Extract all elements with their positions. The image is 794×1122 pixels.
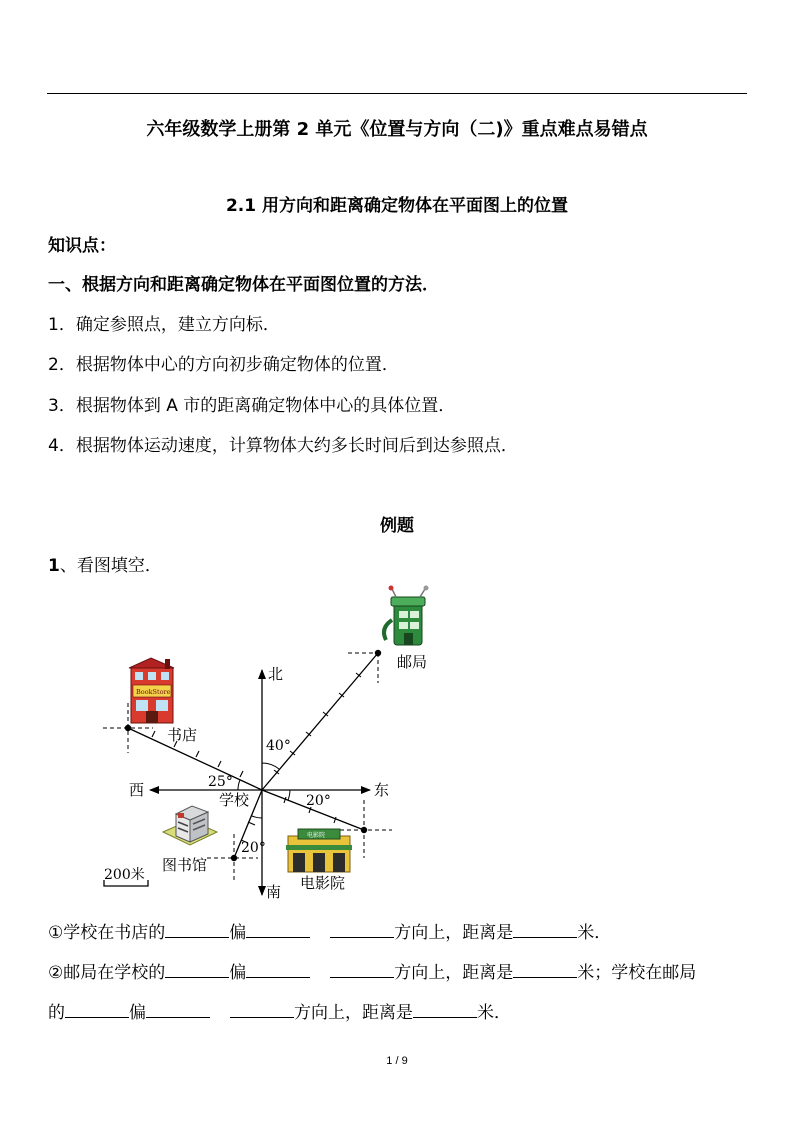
header-rule — [47, 93, 747, 94]
west-label: 西 — [129, 781, 145, 799]
cinema-icon — [286, 829, 352, 872]
q2-text-a: ②邮局在学校的 — [48, 963, 166, 983]
post-office-point — [375, 650, 381, 656]
q3-text-d: 米． — [477, 1003, 511, 1023]
angle-arc-library — [252, 816, 262, 818]
answer-blank[interactable] — [65, 1001, 129, 1018]
knowledge-label: 知识点： — [48, 236, 116, 256]
question-line-3 — [48, 1001, 511, 1023]
post-office-icon — [384, 586, 429, 646]
page-number: 1 / 9 — [386, 1055, 408, 1067]
question-text: 、看图填空． — [59, 556, 162, 576]
east-label: 东 — [374, 781, 390, 799]
answer-blank[interactable] — [165, 961, 229, 978]
q3-text-a: 的 — [48, 1003, 65, 1023]
section-title: 2.1 用方向和距离确定物体在平面图上的位置 — [225, 196, 569, 216]
bookstore-sign: BookStore — [136, 688, 171, 696]
answer-blank[interactable] — [146, 1001, 210, 1018]
angle-arc-book — [238, 780, 240, 790]
angle-label-post: 40° — [266, 738, 291, 754]
answer-blank[interactable] — [413, 1001, 477, 1018]
cinema-label: 电影院 — [300, 874, 346, 892]
answer-blank[interactable] — [513, 921, 577, 938]
bookstore-icon — [129, 658, 174, 723]
answer-blank[interactable] — [246, 961, 310, 978]
document-title: 六年级数学上册第 2 单元《位置与方向（二)》重点难点易错点 — [146, 119, 648, 140]
bookstore-label: 书店 — [167, 726, 198, 744]
library-icon — [163, 806, 217, 845]
answer-blank[interactable] — [330, 921, 394, 938]
cinema-point — [361, 827, 367, 833]
q1-text-a: ①学校在书店的 — [48, 923, 166, 943]
q1-text-c: 方向上，距离是 — [394, 923, 514, 943]
step-2: 2．根据物体中心的方向初步确定物体的位置． — [48, 355, 399, 375]
question-number: 1 — [48, 556, 60, 576]
angle-label-book: 25° — [208, 774, 233, 790]
q2-text-c: 方向上，距离是 — [394, 963, 514, 983]
school-label: 学校 — [219, 791, 250, 809]
q1-text-b: 偏 — [229, 923, 247, 943]
example-label: 例题 — [380, 516, 414, 536]
answer-blank[interactable] — [230, 1001, 294, 1018]
cinema-sign: 电影院 — [307, 832, 326, 839]
direction-map-figure — [95, 585, 428, 901]
step-1: 1．确定参照点，建立方向标． — [48, 315, 280, 335]
scale-label: 200米 — [104, 867, 145, 883]
question-1-heading — [48, 556, 162, 576]
angle-label-cinema: 20° — [306, 793, 331, 809]
answer-blank[interactable] — [165, 921, 229, 938]
answer-blank[interactable] — [330, 961, 394, 978]
south-label: 南 — [266, 883, 282, 901]
angle-arc-post — [262, 763, 279, 769]
method-heading: 一、根据方向和距离确定物体在平面图位置的方法． — [48, 275, 439, 295]
q1-text-d: 米． — [577, 923, 612, 943]
north-label: 北 — [268, 665, 284, 683]
bookstore-point — [125, 725, 131, 731]
question-line-2 — [48, 961, 696, 983]
library-label: 图书馆 — [162, 856, 208, 874]
question-line-1 — [48, 921, 611, 943]
step-3: 3．根据物体到 A 市的距离确定物体中心的具体位置． — [48, 396, 456, 416]
step-4: 4．根据物体运动速度，计算物体大约多长时间后到达参照点． — [48, 436, 518, 456]
q3-text-c: 方向上，距离是 — [294, 1003, 413, 1023]
post-office-label: 邮局 — [397, 653, 428, 671]
q2-text-d: 米；学校在邮局 — [577, 963, 697, 983]
answer-blank[interactable] — [513, 961, 577, 978]
q3-text-b: 偏 — [129, 1003, 146, 1023]
library-point — [231, 855, 237, 861]
angle-arc-cinema — [288, 790, 290, 800]
q2-text-b: 偏 — [229, 963, 247, 983]
answer-blank[interactable] — [246, 921, 310, 938]
angle-label-library: 20° — [241, 840, 266, 856]
